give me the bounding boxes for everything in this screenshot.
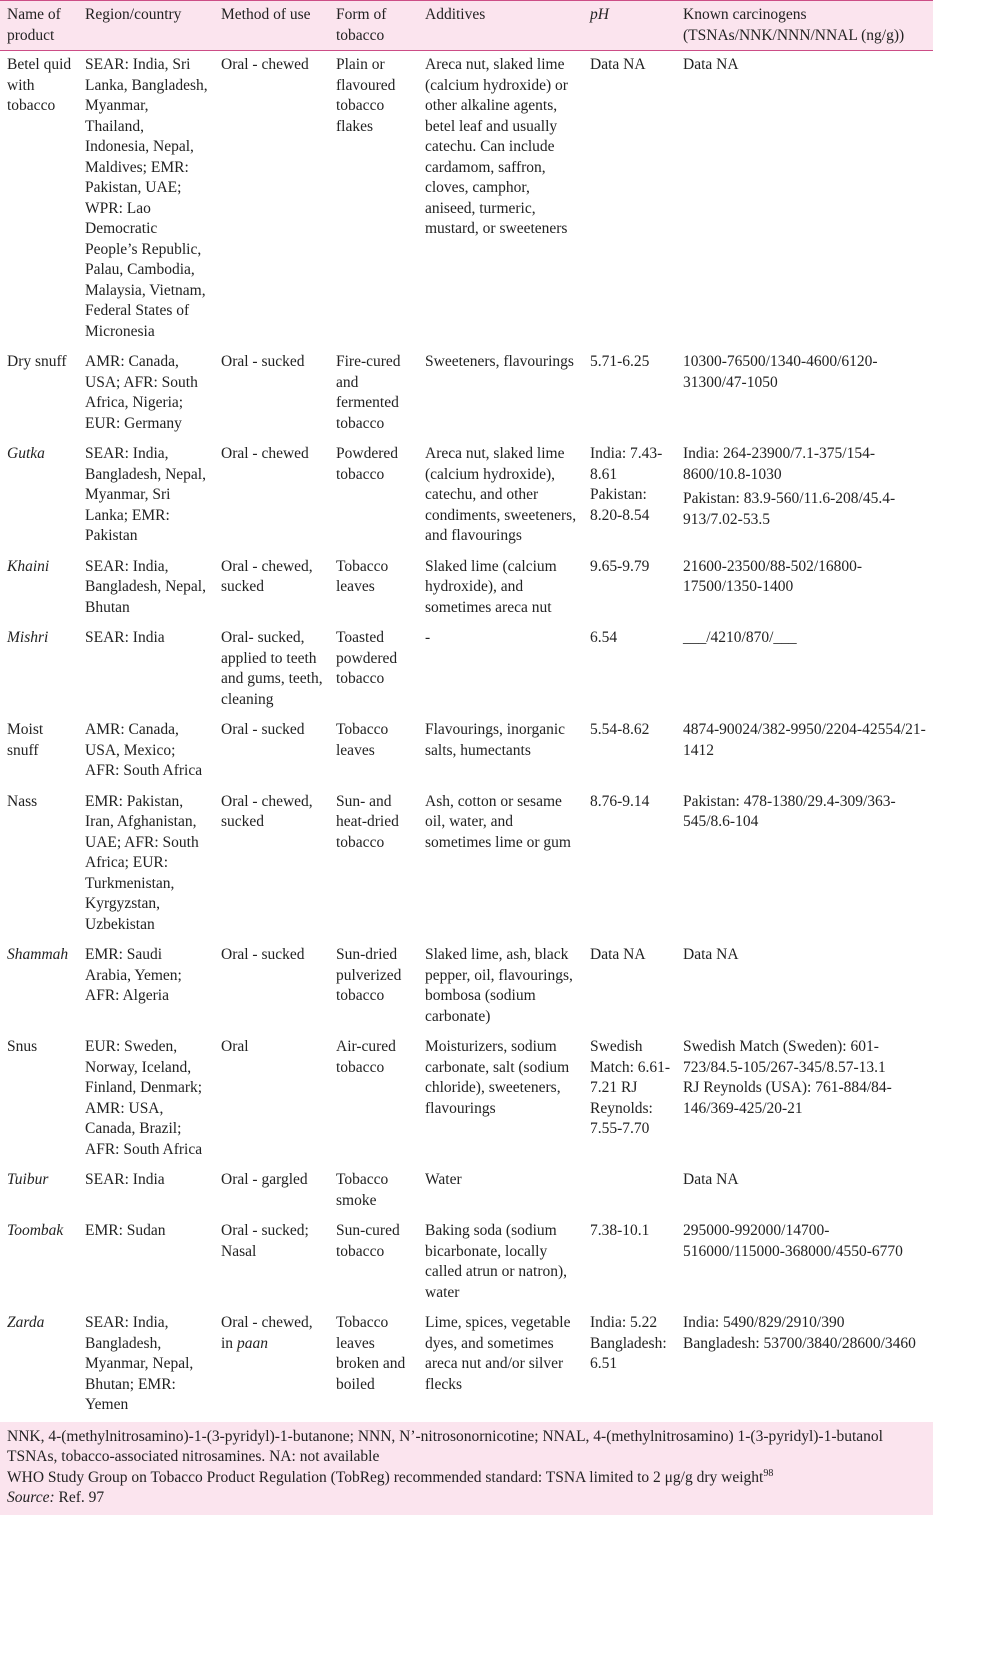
cell-region: SEAR: India: [85, 1171, 165, 1188]
cell-ph: Swedish Match: 6.61-7.21 RJ Reynolds: 7.55-7.70: [590, 1038, 671, 1137]
cell-name: Nass: [7, 792, 38, 810]
footnote-row: [0, 1422, 933, 1515]
cell-additives: Moisturizers, sodium carbonate, salt (sodium chloride), sweeteners, flavourings: [425, 1038, 570, 1117]
cell-form: Tobacco leaves: [336, 721, 389, 759]
cell-name: Khaini: [7, 557, 50, 575]
source-text: Ref. 97: [54, 1489, 105, 1506]
cell-method: Oral - sucked: [221, 946, 305, 963]
cell-region: SEAR: India: [85, 629, 165, 646]
cell-name: Dry snuff: [7, 353, 67, 370]
cell-additives: Water: [425, 1171, 462, 1188]
cell-additives: Flavourings, inorganic salts, humectants: [425, 721, 566, 759]
cell-ph: 5.54-8.62: [590, 721, 650, 738]
cell-additives: Sweeteners, flavourings: [425, 353, 574, 370]
cell-name: Shammah: [7, 946, 69, 963]
header-carcinogens: Known carcinogens (TSNAs/NNK/NNN/NNAL (ng/g)): [676, 1, 933, 51]
cell-carcinogens: ___/4210/870/___: [683, 629, 797, 646]
cell-method: Oral - sucked: [221, 353, 305, 370]
cell-form: Sun-dried pulverized tobacco: [336, 946, 402, 1004]
cell-form: Toasted powdered tobacco: [336, 629, 398, 687]
cell-additives: Baking soda (sodium bicarbonate, locally called atrun or natron), water: [425, 1222, 568, 1301]
cell-region: SEAR: India, Bangladesh, Nepal, Myanmar, Sri Lanka; EMR: Pakistan: [85, 445, 206, 544]
cell-region: SEAR: India, Bangladesh, Nepal, Bhutan: [85, 557, 206, 616]
cell-name: Moist snuff: [7, 721, 44, 759]
table-row: [0, 624, 933, 716]
table-row: [0, 440, 933, 553]
cell-method: Oral - sucked: [221, 721, 305, 738]
cell-name: Snus: [7, 1038, 38, 1055]
cell-ph: India: 5.22 Bangladesh: 6.51: [590, 1314, 667, 1372]
cell-additives: Areca nut, slaked lime (calcium hydroxide) or other alkaline agents, betel leaf and usually catechu. Can include cardamom, saffron, cloves, camphor, aniseed, turmeric, mustard, or sweeteners: [425, 56, 568, 237]
cell-method: Oral - chewed: [221, 56, 309, 73]
cell-form: Tobacco smoke: [336, 1171, 389, 1209]
cell-carcinogens: 4874-90024/382-9950/2204-42554/21-1412: [683, 721, 926, 759]
standard-ref: 98: [763, 1467, 774, 1479]
cell-region: EMR: Pakistan, Iran, Afghanistan, UAE; AFR: South Africa; EUR: Turkmenistan, Kyrgyzstan, Uzbekistan: [85, 792, 199, 933]
table-footnotes: [0, 1422, 933, 1515]
table-row: [0, 553, 933, 625]
cell-form: Air-cured tobacco: [336, 1038, 396, 1076]
table-row: [0, 941, 933, 1033]
cell-ph: 7.38-10.1: [590, 1222, 650, 1239]
cell-carcinogens: 295000-992000/14700-516000/115000-368000/4550-6770: [683, 1222, 903, 1260]
cell-carcinogens: [676, 440, 933, 553]
cell-region: AMR: Canada, USA; AFR: South Africa, Nigeria; EUR: Germany: [85, 353, 198, 432]
header-method: Method of use: [214, 1, 329, 51]
cell-form: Sun- and heat-dried tobacco: [336, 792, 399, 851]
method-paan: paan: [236, 1334, 268, 1352]
cell-method: Oral - chewed, sucked: [221, 557, 313, 595]
carcinogens-india: India: 5490/829/2910/390: [683, 1314, 845, 1331]
cell-additives: -: [425, 629, 431, 646]
cell-additives: Ash, cotton or sesame oil, water, and sometimes lime or gum: [425, 792, 571, 851]
cell-form: Powdered tobacco: [336, 445, 398, 483]
cell-region: EMR: Saudi Arabia, Yemen; AFR: Algeria: [85, 946, 182, 1004]
cell-carcinogens: [676, 1033, 933, 1166]
method-text: Oral - chewed, in: [221, 1314, 313, 1352]
table-row: [0, 716, 933, 788]
cell-additives: Slaked lime, ash, black pepper, oil, flavourings, bombosa (sodium carbonate): [425, 946, 573, 1025]
cell-additives: Areca nut, slaked lime (calcium hydroxide), catechu, and other condiments, sweeteners, and flavourings: [425, 445, 577, 544]
cell-ph: 5.71-6.25: [590, 353, 650, 370]
cell-form: Tobacco leaves broken and boiled: [336, 1314, 406, 1393]
cell-form: Fire-cured and fermented tobacco: [336, 353, 401, 432]
cell-ph: [583, 1166, 676, 1217]
header-name: Name of product: [0, 1, 78, 51]
table-row: [0, 1217, 933, 1309]
cell-form: Tobacco leaves: [336, 557, 389, 595]
cell-method: Oral- sucked, applied to teeth and gums, teeth, cleaning: [221, 629, 323, 708]
cell-region: SEAR: India, Bangladesh, Myanmar, Nepal, Bhutan; EMR: Yemen: [85, 1314, 194, 1413]
cell-region: EUR: Sweden, Norway, Iceland, Finland, Denmark; AMR: USA, Canada, Brazil; AFR: South Africa: [85, 1038, 203, 1158]
cell-method: Oral - chewed: [221, 445, 309, 462]
cell-carcinogens: 10300-76500/1340-4600/6120-31300/47-1050: [683, 353, 878, 391]
cell-method: Oral - chewed, sucked: [221, 792, 313, 830]
header-row: [0, 1, 933, 51]
standard-text: WHO Study Group on Tobacco Product Regulation (TobReg) recommended standard: TSNA limited to 2 μg/g dry weight: [7, 1468, 764, 1486]
cell-ph: Data NA: [590, 946, 646, 963]
cell-carcinogens: Data NA: [683, 946, 739, 963]
cell-ph: 6.54: [590, 629, 618, 646]
cell-region: EMR: Sudan: [85, 1222, 166, 1239]
carcinogens-pakistan: Pakistan: 83.9-560/11.6-208/45.4-913/7.02-53.5: [683, 490, 896, 528]
cell-carcinogens: Pakistan: 478-1380/29.4-309/363-545/8.6-104: [683, 792, 896, 830]
cell-name: Mishri: [7, 629, 49, 646]
header-ph: pH: [583, 1, 676, 51]
footnote-source: [7, 1488, 926, 1509]
table-row: [0, 51, 933, 349]
cell-carcinogens: 21600-23500/88-502/16800-17500/1350-1400: [683, 557, 863, 595]
cell-method: Oral - sucked; Nasal: [221, 1222, 309, 1260]
cell-name: Tuibur: [7, 1171, 49, 1188]
table-row: [0, 1033, 933, 1166]
header-additives: Additives: [418, 1, 583, 51]
cell-name: Toombak: [7, 1222, 64, 1239]
cell-region: AMR: Canada, USA, Mexico; AFR: South Africa: [85, 721, 203, 779]
source-label: Source:: [7, 1489, 55, 1506]
cell-method: Oral - gargled: [221, 1171, 308, 1188]
cell-method: [214, 1309, 329, 1422]
cell-ph: India: 7.43-8.61 Pakistan: 8.20-8.54: [590, 445, 663, 524]
cell-additives: Slaked lime (calcium hydroxide), and sometimes areca nut: [425, 557, 557, 616]
carcinogens-india: India: 264-23900/7.1-375/154-8600/10.8-1030: [683, 445, 876, 483]
cell-ph: 9.65-9.79: [590, 557, 650, 575]
footnote-abbreviations: NNK, 4-(methylnitrosamino)-1-(3-pyridyl)-1-butanone; NNN, N’-nitrosonornicotine; NNAL, 4-(methylnitrosamino) 1-(3-pyridyl)-1-butanol TSNAs, tobacco-associated nitrosamines. NA: not available: [7, 1427, 883, 1465]
table-row: [0, 348, 933, 440]
cell-ph: 8.76-9.14: [590, 792, 650, 810]
cell-name: Gutka: [7, 445, 45, 462]
cell-name: Zarda: [7, 1314, 45, 1331]
cell-carcinogens: Data NA: [683, 1171, 739, 1188]
table-row: [0, 1309, 933, 1422]
cell-name: Betel quid with tobacco: [7, 56, 72, 114]
cell-form: Sun-cured tobacco: [336, 1222, 400, 1260]
header-form: Form of tobacco: [329, 1, 418, 51]
table-row: [0, 788, 933, 942]
cell-method: Oral: [221, 1038, 249, 1055]
header-region: Region/country: [78, 1, 214, 51]
cell-form: Plain or flavoured tobacco flakes: [336, 56, 396, 135]
cell-ph: Data NA: [590, 56, 646, 73]
cell-additives: Lime, spices, vegetable dyes, and sometimes areca nut and/or silver flecks: [425, 1314, 571, 1393]
cell-region: SEAR: India, Sri Lanka, Bangladesh, Myanmar, Thailand, Indonesia, Nepal, Maldives; EMR: Pakistan, UAE; WPR: Lao Democratic People’s Republic, Palau, Cambodia, Malaysia, Vietnam, Federal States of Micronesia: [85, 56, 208, 340]
carcinogens-swedish-match: Swedish Match (Sweden): 601-723/84.5-105/267-345/8.57-13.1: [683, 1038, 886, 1076]
cell-carcinogens: [676, 1309, 933, 1422]
carcinogens-rj-reynolds: RJ Reynolds (USA): 761-884/84-146/369-425/20-21: [683, 1079, 892, 1117]
cell-carcinogens: Data NA: [683, 56, 739, 73]
table-row: [0, 1166, 933, 1217]
footnote-standard: [7, 1468, 926, 1489]
carcinogens-bangladesh: Bangladesh: 53700/3840/28600/3460: [683, 1334, 916, 1352]
